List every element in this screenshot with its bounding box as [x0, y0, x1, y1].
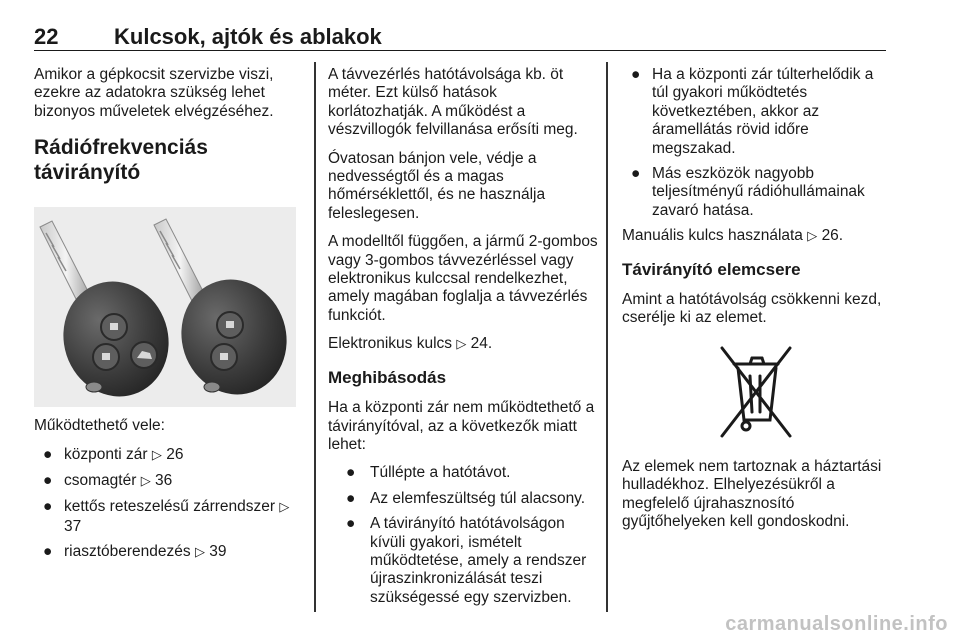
crossed-out-bin-icon: [716, 342, 796, 442]
list-item-text: Ha a központi zár túlterhelődik a túl gyakori működtetés következtében, akkor az áramellátás rövid időre megszakad.: [652, 66, 874, 157]
section-heading: Meghibásodás: [328, 367, 447, 387]
xref-arrow-icon: ▷: [151, 447, 162, 463]
intro-paragraph: Amikor a gépkocsit szervizbe viszi, ezekre az adatokra szükség lehet bizonyos műveletek elvégzéséhez.: [34, 66, 274, 120]
column-left: [34, 66, 302, 570]
fault-list: [328, 464, 598, 607]
list-item: ● A távirányító hatótávolságon kívüli gyakori, ismételt működtetése, amely a rendszer újraszinkronizálását teszi szükségessé egy szervizben.: [346, 515, 587, 606]
xref-link[interactable]: 37: [64, 517, 82, 535]
model-paragraph: A modelltől függően, a jármű 2-gombos vagy 3-gombos távvezérléssel vagy elektronikus kulccsal rendelkezhet, amely magában foglalja a távvezérlés funkciót.: [328, 233, 598, 324]
column-divider: [606, 62, 608, 612]
list-item: ● Túllépte a hatótávot.: [346, 464, 511, 482]
list-item-text: Túllépte a hatótávot.: [370, 464, 511, 482]
page-number: 22: [34, 24, 59, 49]
xref-link[interactable]: 26: [166, 445, 184, 463]
remote-keys-illustration: [34, 207, 296, 407]
electronic-key-ref: [328, 335, 598, 354]
list-item-text: központi zár: [64, 445, 148, 463]
disposal-paragraph: Az elemek nem tartoznak a háztartási hulladékhoz. Elhelyezésükről a megfelelő újrahasznosító gyűjtőhelyeken kell gondoskodni.: [622, 457, 882, 531]
xref-link[interactable]: 24.: [470, 335, 493, 353]
list-item-text: kettős reteszelésű zárrendszer: [64, 498, 276, 516]
list-item: ● kettős reteszelésű zárrendszer ▷ 37: [43, 498, 290, 535]
ref-text: Manuális kulcs használata: [622, 227, 803, 245]
fault-intro: Ha a központi zár nem működtethető a távirányítóval, az a következők miatt lehet:: [328, 399, 595, 453]
column-divider: [314, 62, 316, 612]
list-item: ● riasztóberendezés ▷ 39: [43, 543, 227, 561]
care-paragraph: Óvatosan bánjon vele, védje a nedvességtől és a magas hőmérséklettől, és ne használja feleslegesen.: [328, 149, 546, 222]
page-header: [34, 24, 886, 51]
xref-arrow-icon: ▷: [279, 500, 290, 516]
manual-key-ref: [622, 227, 890, 246]
fault-list-continued: [622, 66, 890, 220]
xref-arrow-icon: ▷: [807, 229, 818, 245]
list-item: ● központi zár ▷ 26: [43, 445, 184, 463]
ref-text: Elektronikus kulcs: [328, 335, 453, 353]
xref-link[interactable]: 39: [209, 543, 227, 561]
usage-intro: Működtethető vele:: [34, 417, 165, 435]
list-item-text: Az elemfeszültség túl alacsony.: [370, 489, 586, 507]
section-heading: Távirányító elemcsere: [622, 259, 801, 279]
xref-arrow-icon: ▷: [456, 337, 467, 353]
list-item: ● csomagtér ▷ 36: [43, 472, 173, 490]
list-item: ● Az elemfeszültség túl alacsony.: [346, 489, 586, 507]
list-item-text: csomagtér: [64, 472, 137, 490]
list-item-text: A távirányító hatótávolságon kívüli gyakori, ismételt működtetése, amely a rendszer újraszinkronizálását teszi szükségessé egy szervizben.: [370, 515, 587, 606]
list-item-text: riasztóberendezés: [64, 543, 191, 561]
section-heading: Rádiófrekvenciás távirányító: [34, 136, 208, 185]
list-item: ● Más eszközök nagyobb teljesítményű rádióhullámainak zavaró hatása.: [631, 165, 865, 219]
list-item: ● Ha a központi zár túlterhelődik a túl gyakori működtetés következtében, akkor az áramellátás rövid időre megszakad.: [631, 66, 874, 157]
chapter-title: Kulcsok, ajtók és ablakok: [114, 24, 382, 49]
column-right: [622, 66, 890, 542]
xref-arrow-icon: ▷: [194, 545, 205, 561]
list-item-text: Más eszközök nagyobb teljesítményű rádióhullámainak zavaró hatása.: [652, 165, 865, 219]
range-paragraph: A távvezérlés hatótávolsága kb. öt méter. Ezt külső hatások korlátozhatják. A működést a vészvillogók felvillanása erősíti meg.: [328, 66, 578, 139]
xref-arrow-icon: ▷: [140, 474, 151, 490]
watermark-text: carmanualsonline.info: [725, 613, 948, 635]
function-list: [34, 446, 302, 563]
xref-link[interactable]: 36: [155, 472, 173, 490]
column-middle: [328, 66, 598, 614]
battery-paragraph: Amint a hatótávolság csökkenni kezd, cserélje ki az elemet.: [622, 291, 882, 327]
xref-link[interactable]: 26.: [821, 227, 844, 245]
